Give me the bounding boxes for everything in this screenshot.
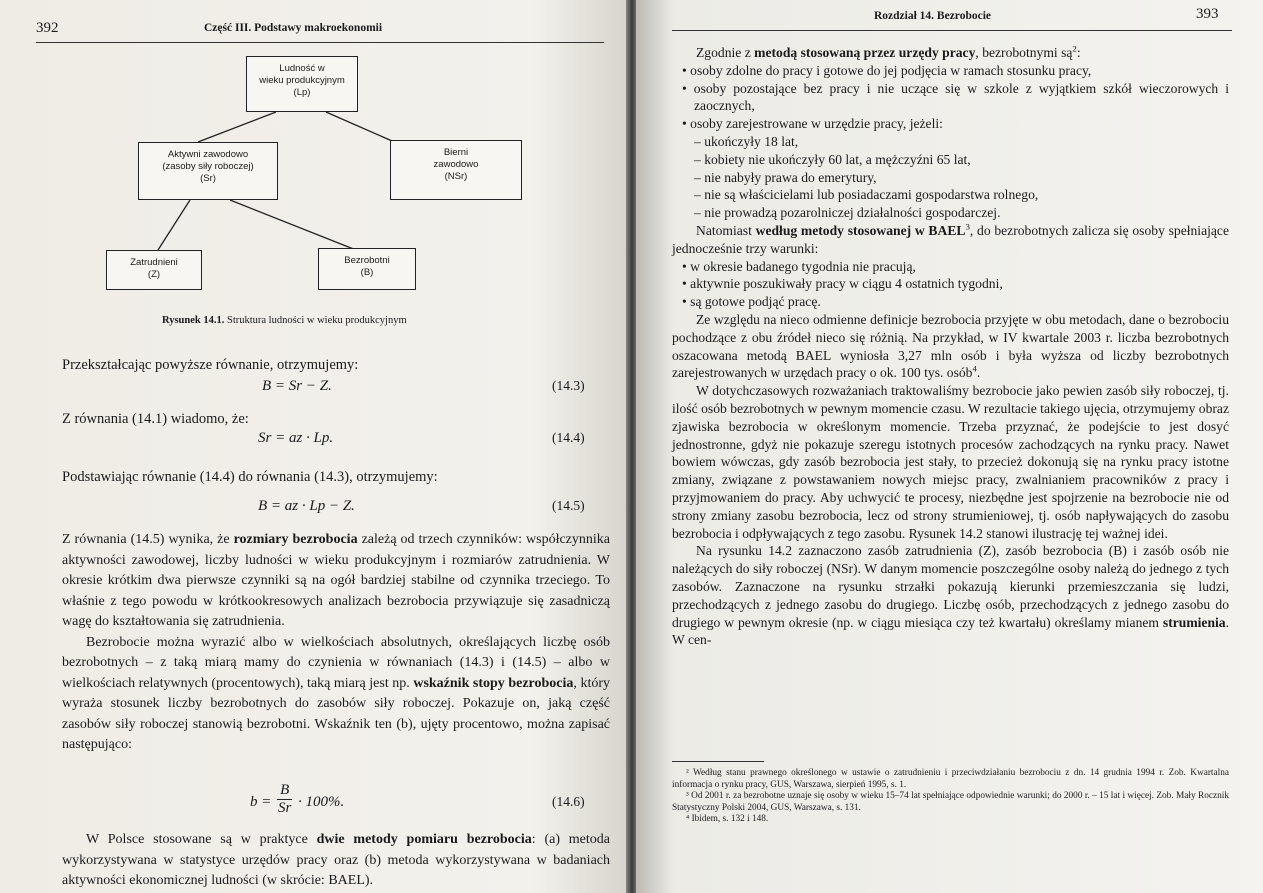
list-item: – ukończyły 18 lat, bbox=[694, 133, 799, 149]
list-item: • aktywnie poszukiwały pracy w ciągu 4 ostatnich tygodni, bbox=[682, 276, 1003, 292]
right-body-text: Zgodnie z metodą stosowaną przez urzędy pracy, bezrobotnymi $są^2$: • osoby zdolne do pracy i gotowe do jej podjęcia w ramach stosunku pracy, • osoby pozostające bez pracy i nie uczące się w szkole z wyjątkiem szkół wieczorowych i zaocznych, • osoby zarejestrowane w urzędzie pracy, jeżeli: – ukończyły 18 lat, – kobiety nie ukończyły 60 lat, a mężczyźni 65 lat, – nie nabyły prawa do emerytury, – nie są właścicielami lub posiadaczami gospodarstwa rolnego, – nie prowadzą pozarolniczej działalności gospodarczej. Natomiast według metody stosowanej w BAEL$^3$, do bezrobotnych zalicza się osoby spełniające jednocześnie trzy warunki: • w okresie badanego tygodnia nie pracują, • aktywnie poszukiwały pracy w ciągu 4 ostatnich tygodni, • są gotowe podjąć pracę. Ze względu na nieco odmienne definicje bezrobocia przyjęte w obu metodach, dane o bezrobociu pochodzące z obu źródeł nieco się różnią. Na przykład, w IV kwartale 2003 r. liczba bezrobotnych oszacowana metodą BAEL wyniosła 3,27 mln osób i była wyższa od liczby bezrobotnych zarejestrowanych w urzędach pracy o ok. 100 tys. osób$^4$. W dotychczasowych rozważaniach traktowaliśmy bezrobocie jako pewien zasób siły roboczej, tj. ilość osób bezrobotnych w pewnym momencie czasu. W rezultacie takiego ujęcia, otrzymujemy obraz zjawiska bezrobocia w określonym momencie. Trzeba przyznać, że podejście to jest dosyć jednostronne, gdyż nie pokazuje szeregu istotnych procesów zachodzących na rynku pracy. Nawet bowiem wówczas, gdy zasób bezrobocia jest stały, to przecież dokonują się na rynku pracy istotne zmiany, związane z powstawaniem nowych miejsc pracy, zwalnianiem pracowników z pracy i przyjmowaniem do pracy. Aby uchwycić te procesy, niezbędne jest spojrzenie na bezrobocie nie od strony zmiany zasobu bezrobocia, lecz od strony strumieniowej, tj. osób napływających do zasobu bezrobocia i odpływających z tego zasobu. Rysunek 14.2 stanowi ilustrację tej ważnej idei. Na rysunku 14.2 zaznaczono zasób zatrudnienia (Z), zasób bezrobocia (B) i zasób osób nie należących do siły roboczej (NSr). W danym momencie poszczególne osoby należą do jednego z tych zasobów. Zaznaczone na rysunku strzałki pokazują kierunki przemieszczania się ludzi, przechodzących z jednego zasobu do drugiego. Liczbę osób, przechodzących z jednego zasobu do drugiego w pewnym okresie (np. w ciągu miesiąca czy też kwartału) określamy mianem strumienia. W cen- bbox=[672, 43, 1229, 648]
equation-number-14-5: (14.5) bbox=[552, 498, 585, 513]
list-item: • w okresie badanego tygodnia nie pracują, bbox=[682, 258, 916, 274]
diagram-box-working-age: Ludność w wieku produkcyjnym (Lp) bbox=[246, 56, 358, 112]
intro-line-3: Podstawiając równanie (14.4) do równania (14.3), otrzymujemy: bbox=[62, 469, 438, 485]
diagram-connectors bbox=[0, 0, 628, 330]
left-page bbox=[0, 0, 628, 893]
diagram-box-inactive: Bierni zawodowo (NSr) bbox=[390, 140, 522, 200]
right-header-rule bbox=[672, 30, 1232, 31]
list-item: – kobiety nie ukończyły 60 lat, a mężczyźni 65 lat, bbox=[694, 151, 971, 167]
paragraph-stock-view: W dotychczasowych rozważaniach traktowaliśmy bezrobocie jako pewien zasób siły roboczej, tj. ilość osób bezrobotnych w pewnym momencie czasu. W rezultacie takiego ujęcia, otrzymujemy obraz zjawiska bezrobocia w określonym momencie. Trzeba przyznać, że podejście to jest dosyć jednostronne, gdyż nie pokazuje szeregu istotnych procesów zachodzących na rynku pracy. Nawet bowiem wówczas, gdy zasób bezrobocia jest stały, to przecież dokonują się na rynku pracy istotne zmiany, związane z powstawaniem nowych miejsc pracy, zwalnianiem pracowników z pracy i przyjmowaniem do pracy. Aby uchwycić te procesy, niezbędne jest spojrzenie na bezrobocie nie od strony zmiany zasobu bezrobocia, lecz od strony strumieniowej, tj. osób napływających do zasobu bezrobocia i odpływających z tego zasobu. Rysunek 14.2 stanowi ilustrację tej ważnej idei. bbox=[672, 383, 1229, 541]
equation-number-14-3: (14.3) bbox=[552, 378, 585, 393]
bael-criteria-list bbox=[672, 258, 1229, 311]
equation-number-14-6: (14.6) bbox=[552, 794, 585, 809]
footnote-4: ⁴ Ibidem, s. 132 i 148. bbox=[686, 814, 769, 824]
list-item: • osoby zdolne do pracy i gotowe do jej podjęcia w ramach stosunku pracy, bbox=[682, 62, 1092, 78]
list-item: • osoby zarejestrowane w urzędzie pracy, jeżeli: bbox=[682, 116, 943, 132]
list-item: – nie prowadzą pozarolniczej działalności gospodarczej. bbox=[694, 205, 1001, 221]
footnotes bbox=[672, 768, 1229, 826]
list-item: – nie nabyły prawa do emerytury, bbox=[694, 169, 877, 185]
equation-14-4: Sr = az · Lp. bbox=[258, 430, 334, 446]
equation-14-6: b = $\frac{B}{Sr}$ · 100%. bbox=[250, 782, 345, 816]
list-item: • osoby pozostające bez pracy i nie uczące się w szkole z wyjątkiem szkół wieczorowych i zaocznych, bbox=[682, 80, 1229, 114]
footnote-2: ² Według stanu prawnego określonego w ustawie o zatrudnieniu i przeciwdziałaniu bezrobociu z dn. 14 grudnia 1994 r. Zob. Kwartalna informacja o rynku pracy, GUS, Warszawa, sierpień 1995, s. 1. bbox=[672, 768, 1229, 790]
equation-14-5: B = az · Lp − Z. bbox=[258, 498, 355, 514]
equation-14-3: B = Sr − Z. bbox=[262, 378, 332, 394]
intro-line-1: Przekształcając powyższe równanie, otrzymujemy: bbox=[62, 357, 359, 373]
figure-caption: Rysunek 14.1. Struktura ludności w wieku produkcyjnym bbox=[162, 315, 407, 326]
left-running-head: Część III. Podstawy makroekonomii bbox=[204, 22, 383, 34]
footnote-3: ³ Od 2001 r. za bezrobotne uznaje się osoby w wieku 15–74 lat spełniające odpowiednie warunki; do 2000 r. – 15 lat i więcej. Zob. Mały Rocznik Statystyczny Polski 2004, GUS, Warszawa, s. 131. bbox=[672, 791, 1229, 813]
paragraph-unemployment-size: Z równania (14.5) wynika, że rozmiary bezrobocia zależą od trzech czynników: współczynnika aktywności zawodowej, liczby ludności w wieku produkcyjnym i rozmiarów zatrudnienia. W okresie krótkim dwa pierwsze czynniki są na ogół bardziej stabilne od czynnika trzeciego. To właśnie z tego powodu w krótkookresowych analizach bezrobocia przywiązuje się zasadniczą wagę do kształtowania się zatrudnienia. Bezrobocie można wyrazić albo w wielkościach absolutnych, określających liczbę osób bezrobotnych – z taką miarą mamy do czynienia w równaniach (14.3) i (14.5) – albo w wielkościach relatywnych (procentowych), taką miarą jest np. wskaźnik stopy bezrobocia, który wyraża stosunek liczby bezrobotnych do zasobów siły roboczej. Pokazuje on, jaką część zasobów siły roboczej stanowią bezrobotni. Wskaźnik ten (b), ujęty procentowo, można zapisać następująco: bbox=[62, 532, 610, 752]
right-page-number: 393 bbox=[1196, 6, 1219, 22]
diagram-box-active: Aktywni zawodowo (zasoby siły roboczej) (Sr) bbox=[138, 142, 278, 200]
intro-line-2: Z równania (14.1) wiadomo, że: bbox=[62, 411, 249, 427]
paragraph-two-methods: W Polsce stosowane są w praktyce dwie metody pomiaru bezrobocia: (a) metoda wykorzystywana w statystyce urzędów pracy oraz (b) metoda wykorzystywana w badaniach aktywności ekonomicznej ludności (w skrócie: BAEL). bbox=[62, 832, 611, 888]
left-page-number: 392 bbox=[36, 20, 59, 36]
urzad-criteria-list bbox=[672, 62, 1229, 222]
right-header bbox=[636, 0, 1263, 30]
right-running-head: Rozdział 14. Bezrobocie bbox=[874, 10, 991, 22]
diagram-box-employed: Zatrudnieni (Z) bbox=[106, 250, 202, 290]
list-item: – nie są właścicielami lub posiadaczami gospodarstwa rolnego, bbox=[694, 187, 1039, 203]
diagram-box-unemployed: Bezrobotni (B) bbox=[318, 248, 416, 290]
list-item: • są gotowe podjąć pracę. bbox=[682, 294, 821, 310]
footnote-rule bbox=[672, 761, 764, 762]
equation-number-14-4: (14.4) bbox=[552, 430, 585, 445]
